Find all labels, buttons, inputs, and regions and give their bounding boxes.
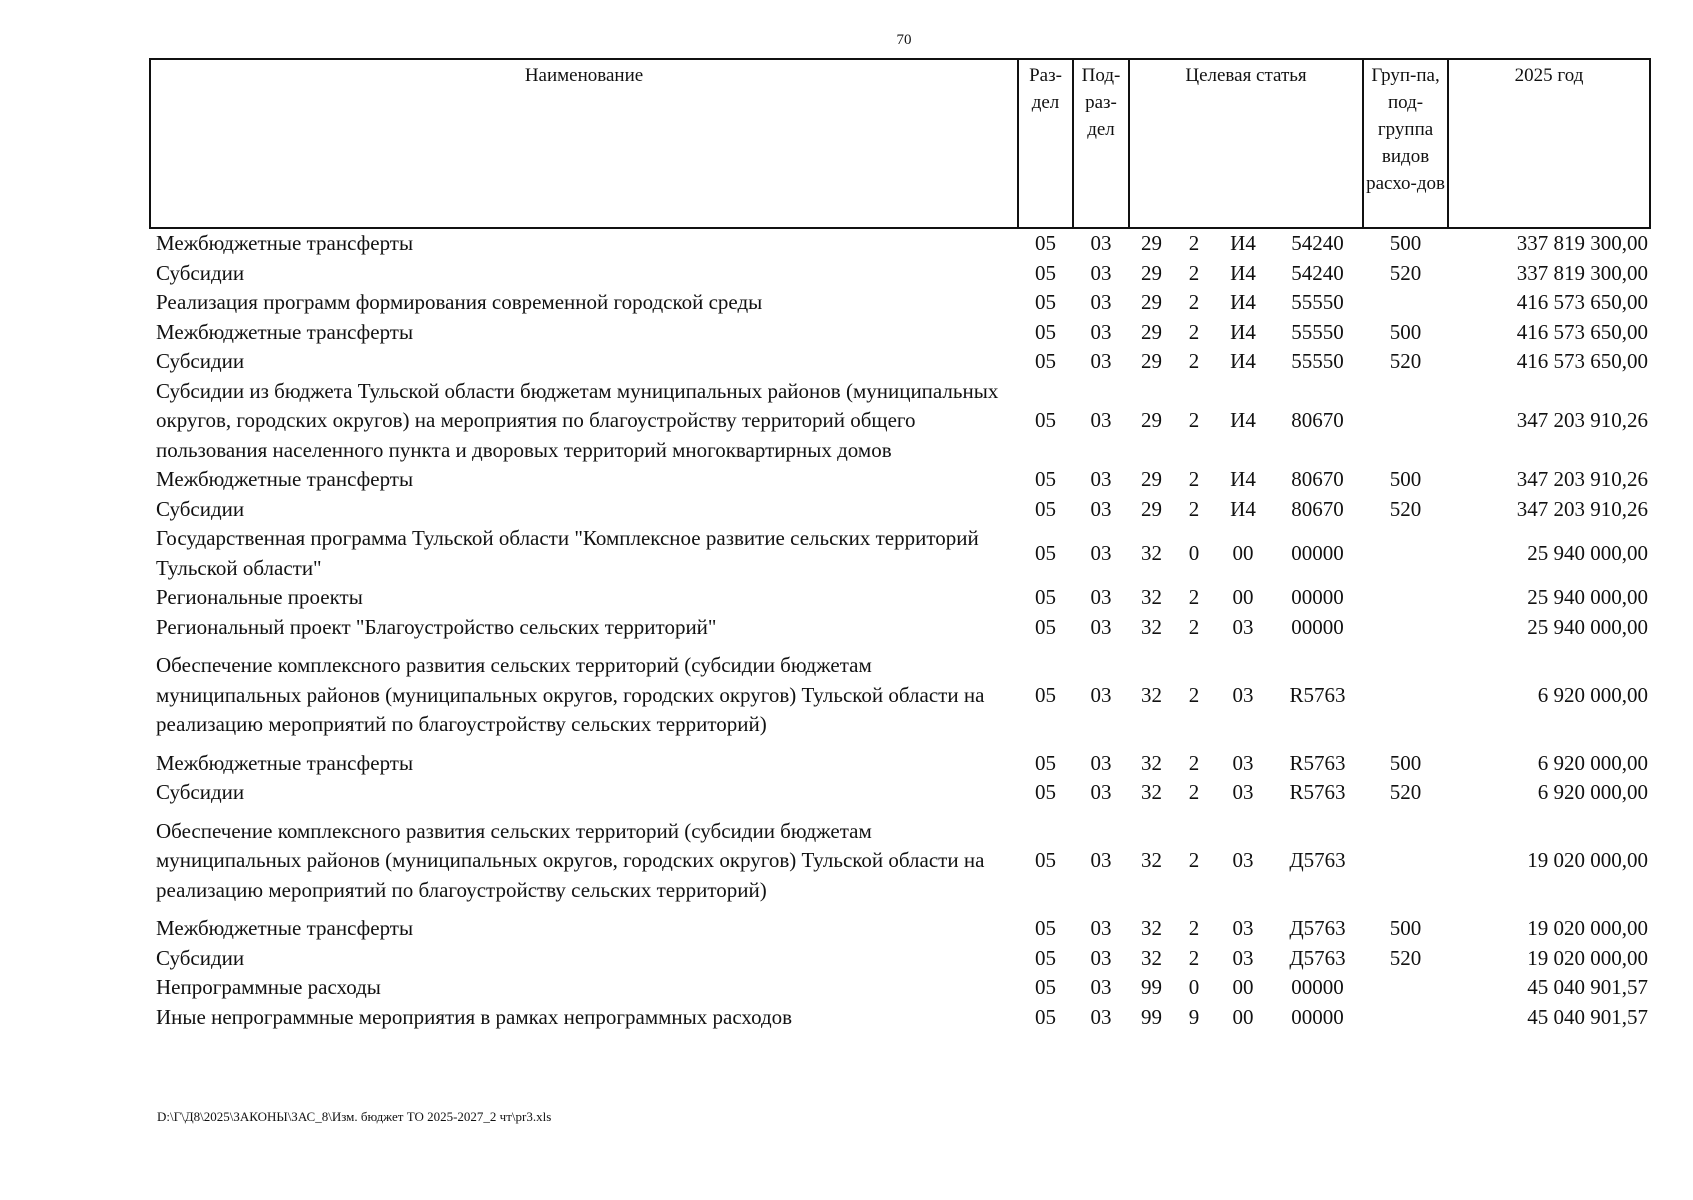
- row-podrazdel: 03: [1090, 231, 1112, 255]
- row-name: Субсидии: [156, 349, 245, 373]
- row-razdel: 05: [1035, 945, 1056, 970]
- row-group: 520: [1389, 496, 1422, 521]
- table-row: [150, 377, 1650, 466]
- row-celevaya-3: 03: [1232, 945, 1254, 970]
- row-celevaya-4: 54240: [1291, 260, 1344, 285]
- row-amount: 19 020 000,00: [1527, 848, 1649, 872]
- row-celevaya-1: 32: [1141, 916, 1162, 940]
- row-celevaya-3: И4: [1230, 467, 1256, 491]
- row-name: Межбюджетные трансферты: [156, 916, 414, 940]
- row-celevaya-2: 2: [1188, 585, 1200, 609]
- row-celevaya-3: 03: [1232, 682, 1254, 707]
- row-razdel: 05: [1035, 467, 1056, 491]
- row-celevaya-2: 2: [1188, 780, 1200, 804]
- table-row: [150, 914, 1650, 944]
- row-celevaya-4: 00000: [1291, 614, 1344, 639]
- row-group: 520: [1389, 780, 1422, 804]
- table-row: [150, 259, 1650, 289]
- row-celevaya-1: 29: [1141, 496, 1162, 521]
- row-group: 520: [1389, 945, 1422, 970]
- row-name: Межбюджетные трансферты: [156, 319, 414, 344]
- row-podrazdel: 03: [1090, 408, 1112, 432]
- row-razdel: 05: [1035, 585, 1056, 609]
- row-name: Государственная программа Тульской области "Комплексное развитие сельских территорий Тульской области": [156, 526, 979, 580]
- row-name: Иные непрограммные мероприятия в рамках непрограммных расходов: [156, 1004, 793, 1029]
- budget-table: [149, 58, 1651, 1032]
- header-razdel: Раз-дел: [1018, 59, 1073, 228]
- row-celevaya-3: 00: [1232, 1004, 1254, 1029]
- row-celevaya-4: 55550: [1291, 290, 1344, 314]
- row-name: Обеспечение комплексного развития сельских территорий (субсидии бюджетам муниципальных районов (муниципальных округов, городских округов) Тульской области на реализацию мероприятий по благоустройству сельских территорий): [156, 818, 985, 902]
- row-celevaya-1: 29: [1141, 349, 1162, 373]
- row-celevaya-1: 29: [1141, 290, 1162, 314]
- row-podrazdel: 03: [1090, 848, 1112, 872]
- row-razdel: 05: [1035, 975, 1056, 999]
- row-celevaya-2: 2: [1188, 290, 1200, 314]
- row-celevaya-2: 2: [1188, 916, 1200, 940]
- row-celevaya-1: 32: [1141, 750, 1162, 775]
- header-year: 2025 год: [1448, 59, 1650, 228]
- row-amount: 25 940 000,00: [1527, 540, 1649, 565]
- row-group: 500: [1389, 319, 1422, 344]
- row-podrazdel: 03: [1090, 614, 1112, 639]
- table-row: [150, 613, 1650, 643]
- row-razdel: 05: [1035, 290, 1056, 314]
- table-row: [150, 495, 1650, 525]
- row-podrazdel: 03: [1090, 540, 1112, 565]
- row-celevaya-4: 80670: [1291, 467, 1344, 491]
- row-amount: 416 573 650,00: [1516, 319, 1649, 344]
- row-razdel: 05: [1035, 780, 1056, 804]
- row-celevaya-1: 32: [1141, 848, 1162, 872]
- row-group: [1363, 583, 1448, 613]
- row-celevaya-4: Д5763: [1289, 916, 1346, 940]
- header-celevaya-statya: Целевая статья: [1129, 59, 1363, 228]
- row-group: [1363, 288, 1448, 318]
- row-podrazdel: 03: [1090, 975, 1112, 999]
- row-celevaya-1: 32: [1141, 614, 1162, 639]
- row-name: Региональные проекты: [156, 585, 363, 609]
- row-celevaya-3: И4: [1230, 260, 1256, 285]
- row-razdel: 05: [1035, 319, 1056, 344]
- row-group: [1363, 808, 1448, 915]
- header-podrazdel: Под-раз-дел: [1073, 59, 1129, 228]
- row-celevaya-2: 0: [1188, 975, 1200, 999]
- table-header: [150, 59, 1650, 228]
- row-name: Реализация программ формирования современной городской среды: [156, 290, 763, 314]
- row-celevaya-3: 00: [1232, 585, 1254, 609]
- row-group: 500: [1389, 467, 1422, 491]
- row-celevaya-3: 03: [1232, 780, 1254, 804]
- row-celevaya-4: 55550: [1291, 349, 1344, 373]
- row-celevaya-2: 2: [1188, 496, 1200, 521]
- table-row: [150, 1003, 1650, 1033]
- row-celevaya-1: 32: [1141, 945, 1162, 970]
- row-group: [1363, 973, 1448, 1003]
- row-name: Межбюджетные трансферты: [156, 750, 414, 775]
- row-name: Региональный проект "Благоустройство сельских территорий": [156, 614, 717, 639]
- row-name: Субсидии: [156, 780, 245, 804]
- row-celevaya-1: 32: [1141, 780, 1162, 804]
- row-amount: 6 920 000,00: [1537, 750, 1649, 775]
- row-celevaya-4: 00000: [1291, 540, 1344, 565]
- row-celevaya-3: 00: [1232, 540, 1254, 565]
- row-celevaya-3: И4: [1230, 408, 1256, 432]
- row-celevaya-4: 80670: [1291, 408, 1344, 432]
- row-celevaya-2: 2: [1188, 945, 1200, 970]
- table-row: [150, 318, 1650, 348]
- row-celevaya-1: 99: [1141, 975, 1162, 999]
- row-amount: 45 040 901,57: [1527, 1004, 1649, 1029]
- row-razdel: 05: [1035, 349, 1056, 373]
- row-razdel: 05: [1035, 682, 1056, 707]
- row-podrazdel: 03: [1090, 750, 1112, 775]
- row-celevaya-3: 03: [1232, 848, 1254, 872]
- row-amount: 337 819 300,00: [1516, 231, 1649, 255]
- row-celevaya-2: 0: [1188, 540, 1200, 565]
- row-podrazdel: 03: [1090, 349, 1112, 373]
- row-celevaya-3: 03: [1232, 750, 1254, 775]
- table-row: [150, 973, 1650, 1003]
- row-celevaya-2: 2: [1188, 231, 1200, 255]
- row-razdel: 05: [1035, 750, 1056, 775]
- row-name: Межбюджетные трансферты: [156, 231, 414, 255]
- row-celevaya-4: Д5763: [1289, 848, 1346, 872]
- row-amount: 25 940 000,00: [1527, 614, 1649, 639]
- row-celevaya-3: И4: [1230, 231, 1256, 255]
- row-amount: 25 940 000,00: [1527, 585, 1649, 609]
- row-group: 520: [1389, 260, 1422, 285]
- row-celevaya-1: 32: [1141, 540, 1162, 565]
- row-amount: 347 203 910,26: [1516, 467, 1649, 491]
- row-celevaya-3: 03: [1232, 916, 1254, 940]
- row-amount: 6 920 000,00: [1537, 780, 1649, 804]
- row-name: Субсидии из бюджета Тульской области бюджетам муниципальных районов (муниципальных округов, городских округов) на мероприятия по благоустройству территорий общего пользования населенного пункта и дворовых территорий многоквартирных домов: [156, 378, 999, 462]
- row-name: Обеспечение комплексного развития сельских территорий (субсидии бюджетам муниципальных районов (муниципальных округов, городских округов) Тульской области на реализацию мероприятий по благоустройству сельских территорий): [156, 653, 985, 736]
- header-gruppa: Груп-па, под-группа видов расхо-дов: [1363, 59, 1448, 228]
- row-celevaya-2: 2: [1188, 467, 1200, 491]
- row-podrazdel: 03: [1090, 319, 1112, 344]
- table-row: [150, 944, 1650, 974]
- row-celevaya-4: R5763: [1289, 750, 1346, 775]
- row-group: 500: [1389, 231, 1422, 255]
- table-row: [150, 347, 1650, 377]
- row-celevaya-2: 2: [1188, 408, 1200, 432]
- row-amount: 19 020 000,00: [1527, 916, 1649, 940]
- row-celevaya-2: 2: [1188, 750, 1200, 775]
- row-group: 520: [1389, 349, 1422, 373]
- row-celevaya-3: 00: [1232, 975, 1254, 999]
- row-celevaya-3: 03: [1232, 614, 1254, 639]
- row-razdel: 05: [1035, 408, 1056, 432]
- row-celevaya-3: И4: [1230, 496, 1256, 521]
- footer-file-path: D:\Г\Д8\2025\ЗАКОНЫ\ЗАС_8\Изм. бюджет ТО 2025-2027_2 чт\pr3.xls: [157, 1109, 552, 1124]
- row-group: 500: [1389, 750, 1422, 775]
- row-celevaya-1: 99: [1141, 1004, 1162, 1029]
- row-celevaya-4: 00000: [1291, 975, 1344, 999]
- row-celevaya-4: 55550: [1291, 319, 1344, 344]
- row-amount: 416 573 650,00: [1516, 290, 1649, 314]
- row-celevaya-2: 2: [1188, 682, 1200, 707]
- table-body: [150, 228, 1650, 1032]
- row-celevaya-4: R5763: [1289, 682, 1346, 707]
- row-celevaya-4: 54240: [1291, 231, 1344, 255]
- row-celevaya-1: 29: [1141, 231, 1162, 255]
- table-row: [150, 288, 1650, 318]
- row-group: [1363, 1003, 1448, 1033]
- page-number: 70: [896, 32, 912, 48]
- row-group: [1363, 613, 1448, 643]
- table-row: [150, 749, 1650, 779]
- row-amount: 19 020 000,00: [1527, 945, 1649, 970]
- table-row: [150, 524, 1650, 583]
- row-razdel: 05: [1035, 1004, 1056, 1029]
- row-podrazdel: 03: [1090, 780, 1112, 804]
- row-name: Субсидии: [156, 496, 245, 521]
- row-celevaya-2: 2: [1188, 260, 1200, 285]
- row-group: 500: [1389, 916, 1422, 940]
- table-row: [150, 642, 1650, 749]
- row-celevaya-4: 00000: [1291, 585, 1344, 609]
- row-celevaya-2: 2: [1188, 614, 1200, 639]
- row-amount: 347 203 910,26: [1516, 496, 1649, 521]
- row-podrazdel: 03: [1090, 260, 1112, 285]
- row-name: Субсидии: [156, 260, 245, 285]
- table-row: [150, 778, 1650, 808]
- table-row: [150, 808, 1650, 915]
- row-name: Субсидии: [156, 945, 245, 970]
- row-celevaya-1: 32: [1141, 682, 1162, 707]
- row-celevaya-1: 29: [1141, 260, 1162, 285]
- row-amount: 45 040 901,57: [1527, 975, 1649, 999]
- row-name: Непрограммные расходы: [156, 975, 381, 999]
- row-podrazdel: 03: [1090, 945, 1112, 970]
- row-celevaya-1: 29: [1141, 408, 1162, 432]
- row-razdel: 05: [1035, 614, 1056, 639]
- row-celevaya-4: 80670: [1291, 496, 1344, 521]
- row-group: [1363, 524, 1448, 583]
- row-razdel: 05: [1035, 260, 1056, 285]
- row-celevaya-2: 2: [1188, 848, 1200, 872]
- row-group: [1363, 642, 1448, 749]
- row-celevaya-3: И4: [1230, 349, 1256, 373]
- row-celevaya-3: И4: [1230, 319, 1256, 344]
- row-amount: 416 573 650,00: [1516, 349, 1649, 373]
- row-podrazdel: 03: [1090, 682, 1112, 707]
- row-celevaya-4: 00000: [1291, 1004, 1344, 1029]
- row-podrazdel: 03: [1090, 290, 1112, 314]
- row-podrazdel: 03: [1090, 1004, 1112, 1029]
- row-celevaya-1: 32: [1141, 585, 1162, 609]
- row-razdel: 05: [1035, 916, 1056, 940]
- table-row: [150, 228, 1650, 259]
- row-amount: 337 819 300,00: [1516, 260, 1649, 285]
- row-razdel: 05: [1035, 231, 1056, 255]
- row-podrazdel: 03: [1090, 467, 1112, 491]
- row-podrazdel: 03: [1090, 916, 1112, 940]
- row-podrazdel: 03: [1090, 496, 1112, 521]
- row-celevaya-3: И4: [1230, 290, 1256, 314]
- row-name: Межбюджетные трансферты: [156, 467, 414, 491]
- header-name: Наименование: [150, 59, 1018, 228]
- row-podrazdel: 03: [1090, 585, 1112, 609]
- row-celevaya-1: 29: [1141, 467, 1162, 491]
- row-celevaya-2: 2: [1188, 349, 1200, 373]
- row-celevaya-2: 9: [1188, 1004, 1200, 1029]
- row-celevaya-4: R5763: [1289, 780, 1346, 804]
- row-amount: 347 203 910,26: [1516, 408, 1649, 432]
- row-group: [1363, 377, 1448, 466]
- row-celevaya-4: Д5763: [1289, 945, 1346, 970]
- row-celevaya-1: 29: [1141, 319, 1162, 344]
- row-celevaya-2: 2: [1188, 319, 1200, 344]
- row-razdel: 05: [1035, 496, 1056, 521]
- row-razdel: 05: [1035, 848, 1056, 872]
- table-row: [150, 583, 1650, 613]
- row-amount: 6 920 000,00: [1537, 682, 1649, 707]
- table-row: [150, 465, 1650, 495]
- row-razdel: 05: [1035, 540, 1056, 565]
